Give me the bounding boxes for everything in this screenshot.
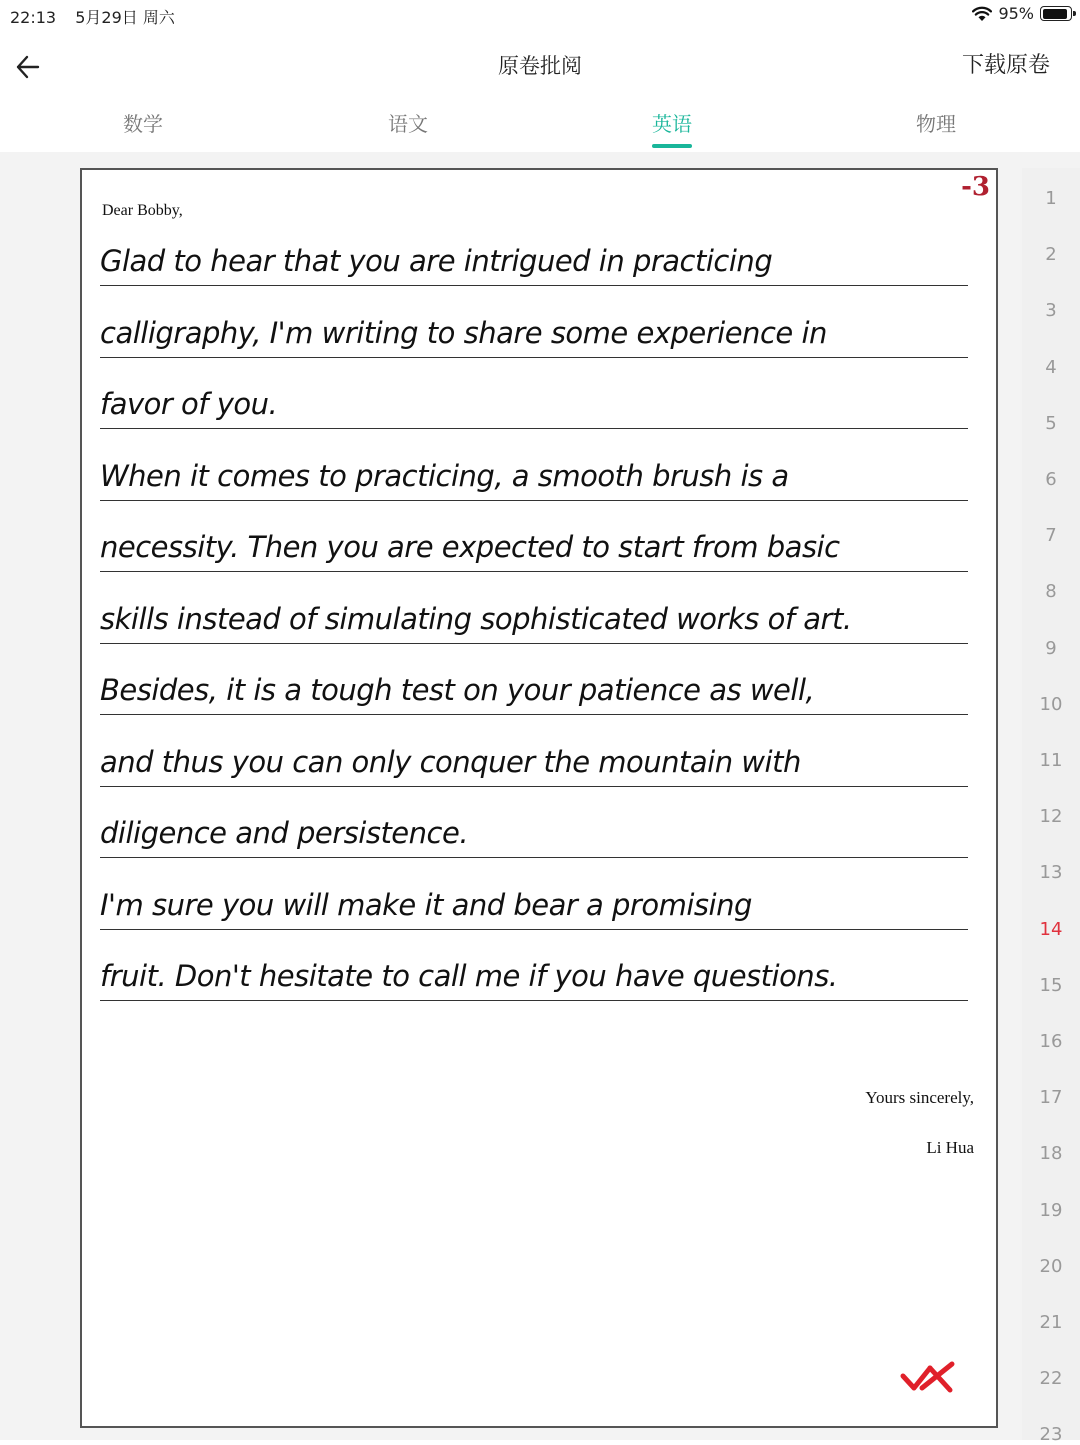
question-index-item[interactable]: 3 — [1045, 300, 1057, 322]
download-original-button[interactable]: 下载原卷 — [961, 53, 1050, 78]
answer-sheet — [80, 168, 998, 1428]
question-index-item[interactable]: 23 — [1039, 1424, 1063, 1445]
question-index-item[interactable]: 18 — [1039, 1143, 1063, 1165]
question-index-item[interactable]: 11 — [1039, 750, 1063, 771]
question-index-item[interactable]: 12 — [1039, 806, 1063, 828]
question-index-item[interactable]: 16 — [1039, 1031, 1063, 1052]
question-index-item[interactable]: 9 — [1045, 637, 1057, 659]
letter-signature: Li Hua — [926, 1138, 974, 1157]
question-index-item[interactable]: 7 — [1045, 525, 1057, 547]
page-title: 原卷批阅 — [498, 54, 582, 78]
handwriting-line: fruit. Don't hesitate to call me if you have questions. — [100, 945, 968, 1001]
grade-check-mark-icon — [900, 1358, 956, 1398]
question-index-item[interactable]: 1 — [1045, 188, 1057, 209]
status-date: 5月29日 周六 — [75, 8, 175, 27]
question-index-item[interactable]: 20 — [1039, 1255, 1063, 1277]
question-index-item[interactable]: 10 — [1039, 693, 1063, 715]
question-index-item[interactable]: 8 — [1045, 581, 1057, 603]
handwriting-line: skills instead of simulating sophisticated works of art. — [100, 588, 968, 644]
handwriting-line: Glad to hear that you are intrigued in practicing — [100, 230, 968, 286]
active-tab-indicator — [652, 144, 692, 148]
battery-level — [1043, 9, 1068, 19]
status-bar — [0, 0, 1080, 32]
wifi-icon — [972, 6, 992, 22]
battery-icon — [1040, 6, 1072, 21]
question-index-column — [1022, 168, 1080, 1445]
question-index-item[interactable]: 13 — [1039, 862, 1063, 884]
tab-physics[interactable]: 物理 — [916, 112, 956, 136]
handwriting-line: diligence and persistence. — [100, 802, 968, 858]
question-index-item[interactable]: 2 — [1045, 244, 1057, 266]
score-mark: -3 — [961, 172, 990, 202]
question-index-item[interactable]: 6 — [1045, 469, 1057, 490]
tab-chinese[interactable]: 语文 — [388, 112, 428, 136]
question-index-item[interactable]: 22 — [1039, 1368, 1063, 1390]
handwriting-line: and thus you can only conquer the mountain with — [100, 731, 968, 787]
handwriting-line: favor of you. — [100, 373, 968, 429]
handwriting-line: calligraphy, I'm writing to share some experience in — [100, 302, 968, 358]
tab-english[interactable]: 英语 — [652, 112, 692, 136]
handwriting-line: necessity. Then you are expected to start from basic — [100, 516, 968, 572]
battery-percent: 95% — [998, 4, 1034, 23]
question-index-item[interactable]: 4 — [1045, 356, 1057, 378]
question-index-item[interactable]: 14 — [1039, 918, 1063, 940]
tab-math[interactable]: 数学 — [123, 112, 163, 136]
handwriting-line: When it comes to practicing, a smooth brush is a — [100, 445, 968, 501]
status-time: 22:13 — [10, 8, 57, 27]
letter-closing: Yours sincerely, — [865, 1088, 974, 1107]
letter-salutation: Dear Bobby, — [102, 202, 183, 219]
handwriting-line: I'm sure you will make it and bear a promising — [100, 874, 968, 930]
question-index-item[interactable]: 17 — [1039, 1087, 1063, 1109]
question-index-item[interactable]: 19 — [1039, 1199, 1063, 1221]
subject-tabs — [0, 100, 1080, 152]
question-index-item[interactable]: 15 — [1039, 974, 1063, 996]
nav-bar — [0, 36, 1080, 96]
handwriting-line: Besides, it is a tough test on your patience as well, — [100, 659, 968, 715]
question-index-item[interactable]: 21 — [1039, 1312, 1063, 1333]
question-index-item[interactable]: 5 — [1045, 412, 1057, 434]
